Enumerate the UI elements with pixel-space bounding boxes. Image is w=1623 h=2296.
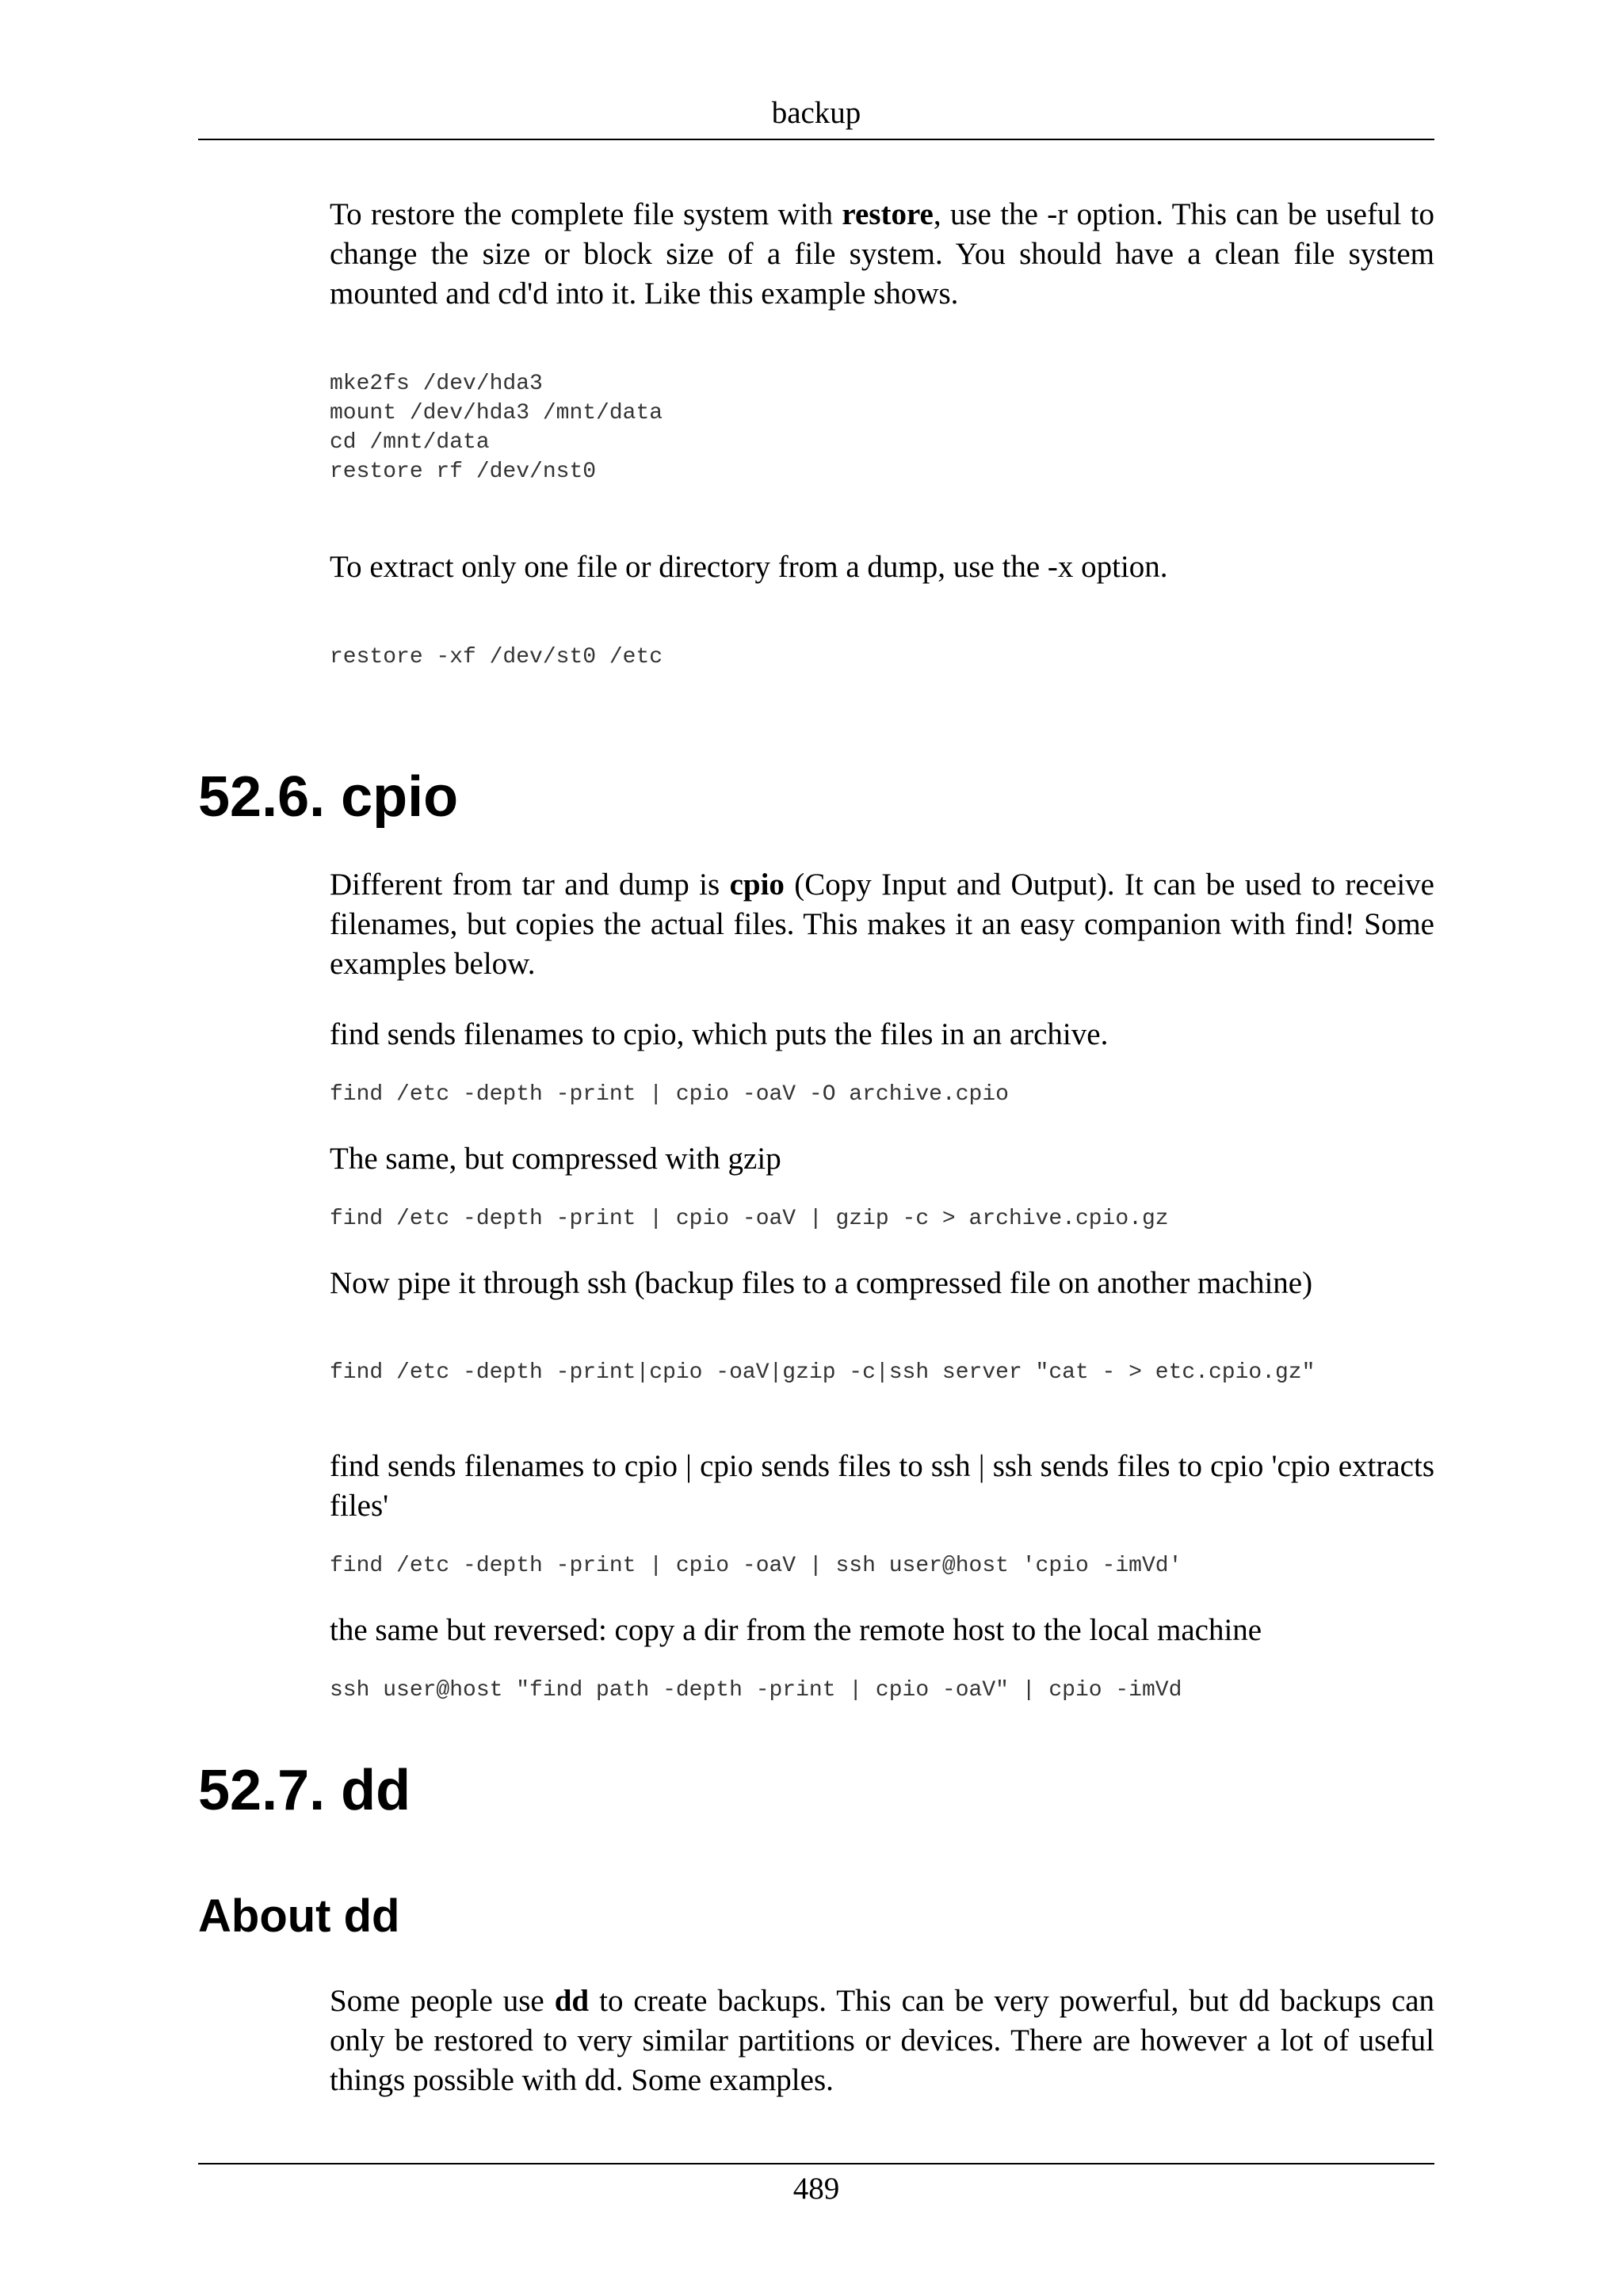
code-block-restore-r: mke2fs /dev/hda3 mount /dev/hda3 /mnt/data cd /mnt/data restore rf /dev/nst0: [330, 372, 663, 484]
header-rule: [198, 139, 1434, 140]
code-block-cpio-ssh: find /etc -depth -print|cpio -oaV|gzip -c|ssh server "cat - > etc.cpio.gz": [330, 1360, 1316, 1385]
text-run: to create backups. This can be very powerful, but dd backups can only be restored to very similar partitions or devices. There are however a lot of useful things possible with dd. Some examples.: [330, 1984, 1435, 2097]
command-name-dd: dd: [554, 1984, 590, 2018]
paragraph-about-dd: [330, 1981, 1434, 2100]
section-heading-dd: 52.7. dd: [198, 1759, 411, 1822]
code-block-restore-x: restore -xf /dev/st0 /etc: [330, 645, 663, 669]
code-block-cpio-gzip: find /etc -depth -print | cpio -oaV | gzip -c > archive.cpio.gz: [330, 1207, 1169, 1231]
running-header: backup: [771, 96, 861, 130]
paragraph-reversed: the same but reversed: copy a dir from the remote host to the local machine: [330, 1613, 1262, 1647]
subsection-heading-about-dd: About dd: [198, 1890, 400, 1942]
text-run: Different from tar and dump is: [330, 868, 730, 902]
code-block-cpio-archive: find /etc -depth -print | cpio -oaV -O archive.cpio: [330, 1082, 1009, 1107]
page-number: 489: [792, 2172, 840, 2206]
paragraph-restore-r: [330, 195, 1434, 314]
paragraph-ssh: Now pipe it through ssh (backup files to a compressed file on another machine): [330, 1266, 1313, 1300]
paragraph-pipe-chain: find sends filenames to cpio | cpio sends files to ssh | ssh sends files to cpio 'cpio extracts files': [330, 1449, 1434, 1523]
text-run: Some people use: [330, 1984, 555, 2018]
paragraph-restore-x: To extract only one file or directory from a dump, use the -x option.: [330, 550, 1168, 584]
footer-rule: [198, 2163, 1434, 2164]
paragraph-find-archive: find sends filenames to cpio, which puts the files in an archive.: [330, 1017, 1109, 1051]
text-run: (Copy Input and Output). It can be used to receive filenames, but copies the actual files. This makes it an easy companion with find! Some examples below.: [330, 868, 1434, 981]
text-run: To restore the complete file system with: [330, 197, 842, 231]
paragraph-cpio-intro: [330, 865, 1434, 984]
command-name-restore: restore: [842, 197, 934, 231]
code-block-cpio-remote-extract: find /etc -depth -print | cpio -oaV | ssh user@host 'cpio -imVd': [330, 1554, 1182, 1578]
paragraph-gzip: The same, but compressed with gzip: [330, 1142, 781, 1176]
code-block-cpio-reversed: ssh user@host "find path -depth -print | cpio -oaV" | cpio -imVd: [330, 1678, 1182, 1703]
text-run: , use the -r option. This can be useful to change the size or block size of a file system. You should have a clean file system mounted and cd'd into it. Like this example shows.: [330, 197, 1434, 311]
section-heading-cpio: 52.6. cpio: [198, 765, 459, 829]
command-name-cpio: cpio: [729, 868, 785, 902]
